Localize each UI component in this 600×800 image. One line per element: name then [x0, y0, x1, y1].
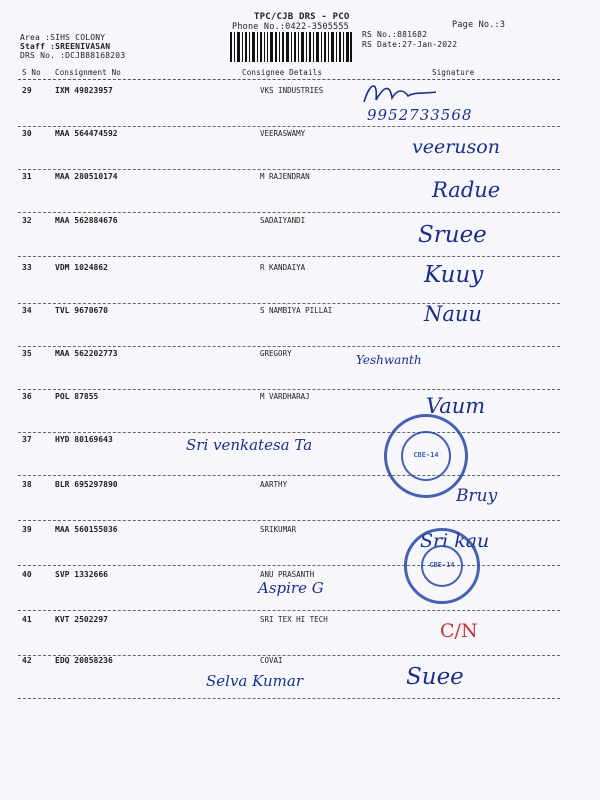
drs-number: DRS No. :DCJB88168203: [20, 51, 126, 60]
row-consignment: SVP 1332666: [55, 570, 108, 579]
signature-row29: [360, 78, 440, 108]
row-sno: 42: [22, 656, 32, 665]
row-sno: 31: [22, 172, 32, 181]
area-label: Area :SIHS COLONY: [20, 33, 106, 42]
row-sno: 32: [22, 216, 32, 225]
row-consignee: VEERASWAMY: [260, 129, 306, 138]
row-consignee: S NAMBIYA PILLAI: [260, 306, 333, 315]
signature-row33: Kuuy: [424, 262, 484, 288]
signature-row40: Aspire G: [258, 579, 324, 597]
row-consignment: HYD 80169643: [55, 435, 113, 444]
col-header-consignment: Consignment No: [55, 68, 122, 77]
row-consignee: R KANDAIYA: [260, 263, 306, 272]
row-consignment: MAA 562202773: [55, 349, 118, 358]
row-consignment: KVT 2502297: [55, 615, 108, 624]
row-divider: [18, 698, 560, 699]
row-sno: 37: [22, 435, 32, 444]
signature-row32: Sruee: [418, 222, 487, 248]
stamp-seal: [404, 528, 480, 604]
header-divider: [18, 79, 560, 80]
row-sno: 36: [22, 392, 32, 401]
row-consignment: BLR 695297890: [55, 480, 118, 489]
row-sno: 40: [22, 570, 32, 579]
row-consignment: MAA 562884676: [55, 216, 118, 225]
stamp-code: CBE-14: [413, 451, 439, 459]
stamp-seal: [384, 414, 468, 498]
document-title: TPC/CJB DRS - PCO: [254, 12, 350, 22]
signature-row41: C/N: [440, 620, 478, 642]
row-consignee: VKS INDUSTRIES: [260, 86, 324, 95]
signature-row42: Suee: [406, 664, 464, 690]
row-sno: 29: [22, 86, 32, 95]
row-consignee: ANU PRASANTH: [260, 570, 315, 579]
row-consignee: SRIKUMAR: [260, 525, 297, 534]
row-consignee: AARTHY: [260, 480, 288, 489]
stamp-code: CBE-14: [429, 561, 455, 569]
row-consignee: SRI TEX HI TECH: [260, 615, 328, 624]
row-consignment: MAA 560155036: [55, 525, 118, 534]
row-consignment: VDM 1024862: [55, 263, 108, 272]
barcode: [230, 32, 352, 62]
row-sno: 39: [22, 525, 32, 534]
row-consignee: M RAJENDRAN: [260, 172, 310, 181]
row-consignee: M VARDHARAJ: [260, 392, 310, 401]
row-consignee: GREGORY: [260, 349, 292, 358]
signature-phone: 9952733568: [367, 106, 473, 124]
row-consignment: TVL 9670670: [55, 306, 108, 315]
col-header-sno: S No: [22, 68, 41, 77]
rs-number: RS No.:881682: [362, 30, 428, 39]
col-header-signature: Signature: [432, 68, 475, 77]
signature-row42-name: Selva Kumar: [206, 672, 304, 690]
signature-row37: Sri venkatesa Ta: [186, 436, 313, 454]
row-consignee: SADAIYANDI: [260, 216, 306, 225]
col-header-consignee: Consignee Details: [242, 68, 323, 77]
row-sno: 33: [22, 263, 32, 272]
staff-label: Staff :SREENIVASAN: [20, 42, 111, 51]
row-sno: 38: [22, 480, 32, 489]
row-consignment: POL 87855: [55, 392, 99, 401]
signature-row34: Nauu: [424, 302, 482, 326]
row-sno: 30: [22, 129, 32, 138]
signature-row35: Yeshwanth: [356, 353, 422, 367]
row-sno: 35: [22, 349, 32, 358]
row-consignment: IXM 49823957: [55, 86, 113, 95]
signature-row36: Vaum: [426, 394, 486, 418]
row-consignment: EDQ 20858236: [55, 656, 113, 665]
row-consignment: MAA 564474592: [55, 129, 118, 138]
rs-date: RS Date:27-Jan-2022: [362, 40, 458, 49]
phone-number: Phone No.:0422-3505555: [232, 22, 349, 32]
signature-row31: Radue: [432, 178, 501, 202]
row-consignment: MAA 280510174: [55, 172, 118, 181]
table-row: [0, 212, 600, 264]
row-sno: 34: [22, 306, 32, 315]
signature-row38: Bruy: [456, 486, 498, 506]
row-divider: [18, 256, 560, 257]
row-consignee: COVAI: [260, 656, 283, 665]
signature-row39: Sri kau: [420, 530, 490, 552]
signature-row30: veeruson: [412, 136, 500, 158]
row-sno: 41: [22, 615, 32, 624]
page-number: Page No.:3: [452, 20, 506, 30]
